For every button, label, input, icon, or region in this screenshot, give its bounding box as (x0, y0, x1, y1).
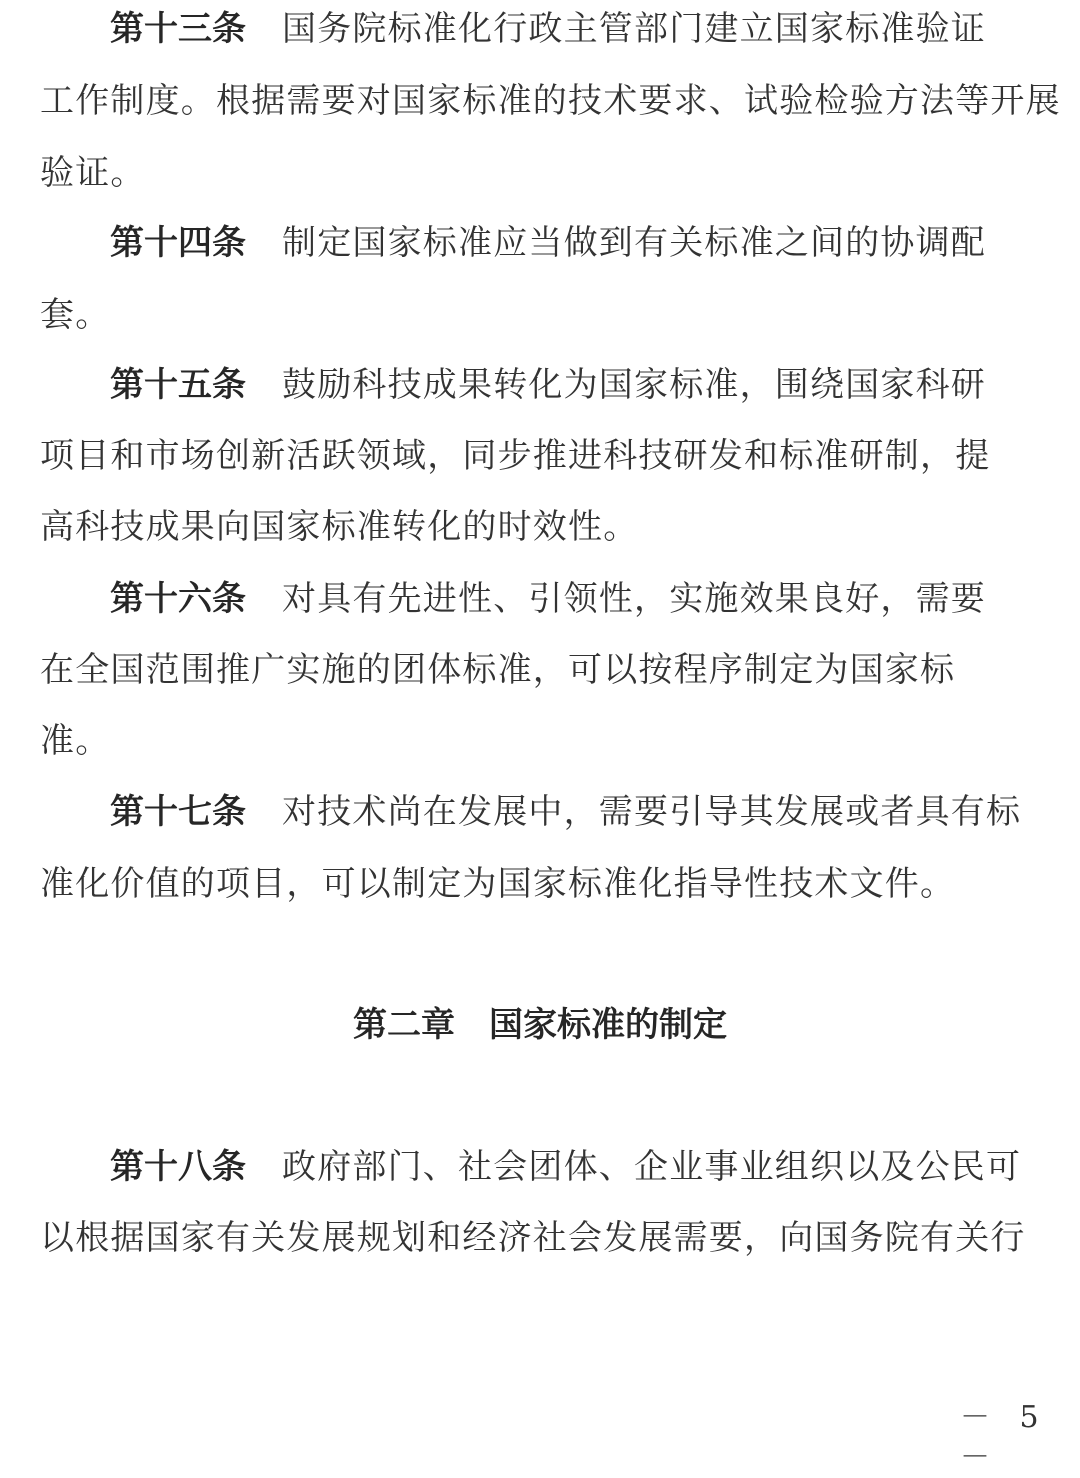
article-16-line-1 (110, 574, 986, 624)
article-16-text-2: 在全国范围推广实施的团体标准，可以按程序制定为国家标 (40, 650, 956, 690)
article-18-text-2: 以根据国家有关发展规划和经济社会发展需要，向国务院有关行 (40, 1218, 1026, 1258)
article-17-line-1 (110, 787, 1021, 837)
article-13-label: 第十三条 (110, 9, 246, 49)
article-15-line-3 (40, 502, 638, 552)
chapter-number: 第二章 (353, 1005, 455, 1045)
article-14-line-1 (110, 218, 986, 268)
article-16-label: 第十六条 (110, 579, 246, 619)
article-15-text-1: 鼓励科技成果转化为国家标准，围绕国家科研 (282, 365, 986, 405)
article-16-text-3: 准。 (40, 721, 111, 761)
article-16-line-2 (40, 645, 955, 695)
article-13-text-2: 工作制度。根据需要对国家标准的技术要求、试验检验方法等开展 (40, 81, 1061, 121)
article-17-text-2: 准化价值的项目，可以制定为国家标准化指导性技术文件。 (40, 864, 956, 904)
article-13-line-1 (110, 4, 986, 54)
chapter-heading (0, 1000, 1080, 1050)
article-16-text-1: 对具有先进性、引领性，实施效果良好，需要 (282, 579, 986, 619)
article-18-text-1: 政府部门、社会团体、企业事业组织以及公民可 (282, 1147, 1022, 1187)
article-14-label: 第十四条 (110, 223, 246, 263)
article-13-text-1: 国务院标准化行政主管部门建立国家标准验证 (282, 9, 986, 49)
article-15-line-2 (40, 431, 990, 481)
chapter-title: 国家标准的制定 (489, 1005, 727, 1045)
article-17-line-2 (40, 859, 955, 909)
article-13-line-2 (40, 76, 1061, 126)
article-14-text-1: 制定国家标准应当做到有关标准之间的协调配 (282, 223, 986, 263)
article-18-line-2 (40, 1213, 1026, 1263)
article-17-text-1: 对技术尚在发展中，需要引导其发展或者具有标 (282, 792, 1022, 832)
article-15-text-2: 项目和市场创新活跃领域，同步推进科技研发和标准研制，提 (40, 436, 991, 476)
article-18-label: 第十八条 (110, 1147, 246, 1187)
article-14-line-2 (40, 290, 110, 340)
article-14-text-2: 套。 (40, 295, 111, 335)
page-number: － 5 － (960, 1400, 1049, 1475)
article-15-text-3: 高科技成果向国家标准转化的时效性。 (40, 507, 639, 547)
article-18-line-1 (110, 1142, 1021, 1192)
article-15-line-1 (110, 360, 986, 410)
article-15-label: 第十五条 (110, 365, 246, 405)
article-16-line-3 (40, 716, 110, 766)
article-17-label: 第十七条 (110, 792, 246, 832)
article-13-line-3 (40, 148, 146, 198)
article-13-text-3: 验证。 (40, 153, 146, 193)
